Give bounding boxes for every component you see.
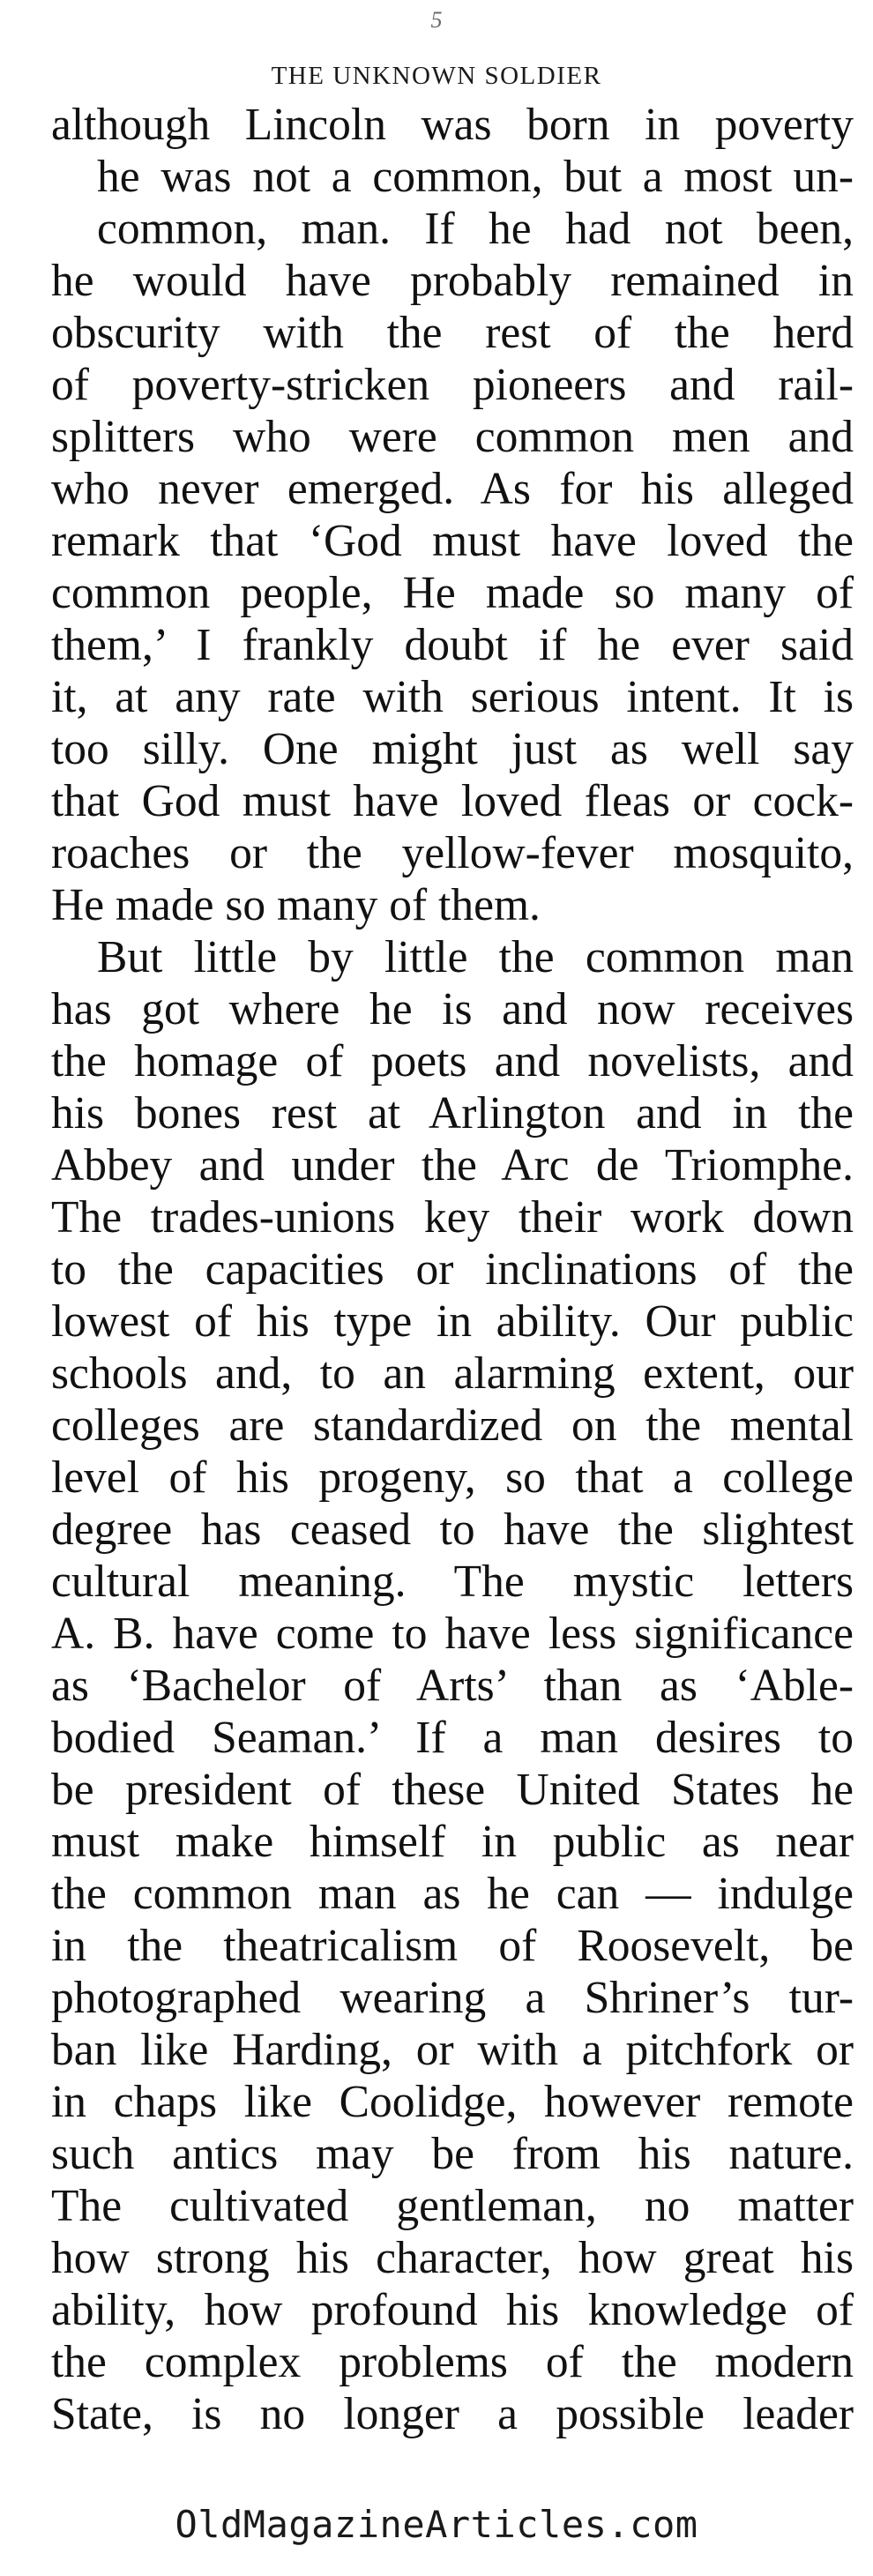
text-line: to the capacities or inclinations of the — [51, 1244, 854, 1295]
text-line: he was not a common, but a most un- — [97, 152, 854, 202]
text-line: such antics may be from his nature. — [51, 2129, 854, 2179]
text-line: degree has ceased to have the slightest — [51, 1505, 854, 1555]
text-line: schools and, to an alarming extent, our — [51, 1348, 854, 1399]
text-line: as ‘Bachelor of Arts’ than as ‘Able- — [51, 1661, 854, 1711]
text-line: But little by little the common man — [97, 932, 854, 982]
site-watermark-footer: OldMagazineArticles.com — [175, 2503, 698, 2546]
paragraph-2 — [51, 931, 854, 2440]
paragraph-1 — [51, 99, 854, 931]
text-line: He made so many of them. — [51, 880, 541, 930]
text-line: his bones rest at Arlington and in the — [51, 1088, 854, 1139]
text-line: The cultivated gentleman, no matter — [51, 2181, 854, 2231]
text-line: colleges are standardized on the mental — [51, 1400, 854, 1451]
text-line: common people, He made so many of — [51, 568, 854, 618]
text-line: them,’ I frankly doubt if he ever said — [51, 620, 854, 670]
text-line: in chaps like Coolidge, however remote — [51, 2077, 854, 2127]
text-line: level of his progeny, so that a college — [51, 1452, 854, 1503]
text-line: too silly. One might just as well say — [51, 724, 854, 774]
text-line: cultural meaning. The mystic letters — [51, 1557, 854, 1607]
text-line: who never emerged. As for his alleged — [51, 464, 854, 514]
text-line: the common man as he can — indulge — [51, 1869, 854, 1919]
text-line: bodied Seaman.’ If a man desires to — [51, 1713, 854, 1763]
text-line: Abbey and under the Arc de Triomphe. — [51, 1140, 854, 1191]
text-line: splitters who were common men and — [51, 412, 854, 462]
text-line: State, is no longer a possible leader — [51, 2389, 854, 2439]
text-line: be president of these United States he — [51, 1765, 854, 1815]
article-body — [51, 99, 854, 2440]
text-line: ban like Harding, or with a pitchfork or — [51, 2025, 854, 2075]
running-head: THE UNKNOWN SOLDIER — [271, 62, 602, 90]
text-line: although Lincoln was born in poverty — [51, 100, 854, 150]
text-line: photographed wearing a Shriner’s tur- — [51, 1973, 854, 2023]
page-number: 5 — [430, 7, 443, 33]
text-line: common, man. If he had not been, — [97, 204, 854, 254]
text-line: that God must have loved fleas or cock- — [51, 776, 854, 826]
text-line: the homage of poets and novelists, and — [51, 1036, 854, 1086]
text-line: lowest of his type in ability. Our public — [51, 1296, 854, 1347]
text-line: The trades-unions key their work down — [51, 1192, 854, 1243]
text-line: obscurity with the rest of the herd — [51, 308, 854, 358]
text-line: in the theatricalism of Roosevelt, be — [51, 1921, 854, 1971]
text-line: remark that ‘God must have loved the — [51, 516, 854, 566]
text-line: ability, how profound his knowledge of — [51, 2285, 854, 2335]
text-line: it, at any rate with serious intent. It is — [51, 672, 854, 722]
text-line: A. B. have come to have less significance — [51, 1609, 854, 1659]
text-line: must make himself in public as near — [51, 1817, 854, 1867]
text-line: he would have probably remained in — [51, 256, 854, 306]
text-line: has got where he is and now receives — [51, 984, 854, 1034]
text-line: how strong his character, how great his — [51, 2233, 854, 2283]
text-line: the complex problems of the modern — [51, 2337, 854, 2387]
text-line: of poverty-stricken pioneers and rail- — [51, 360, 854, 410]
text-line: roaches or the yellow-fever mosquito, — [51, 828, 854, 878]
